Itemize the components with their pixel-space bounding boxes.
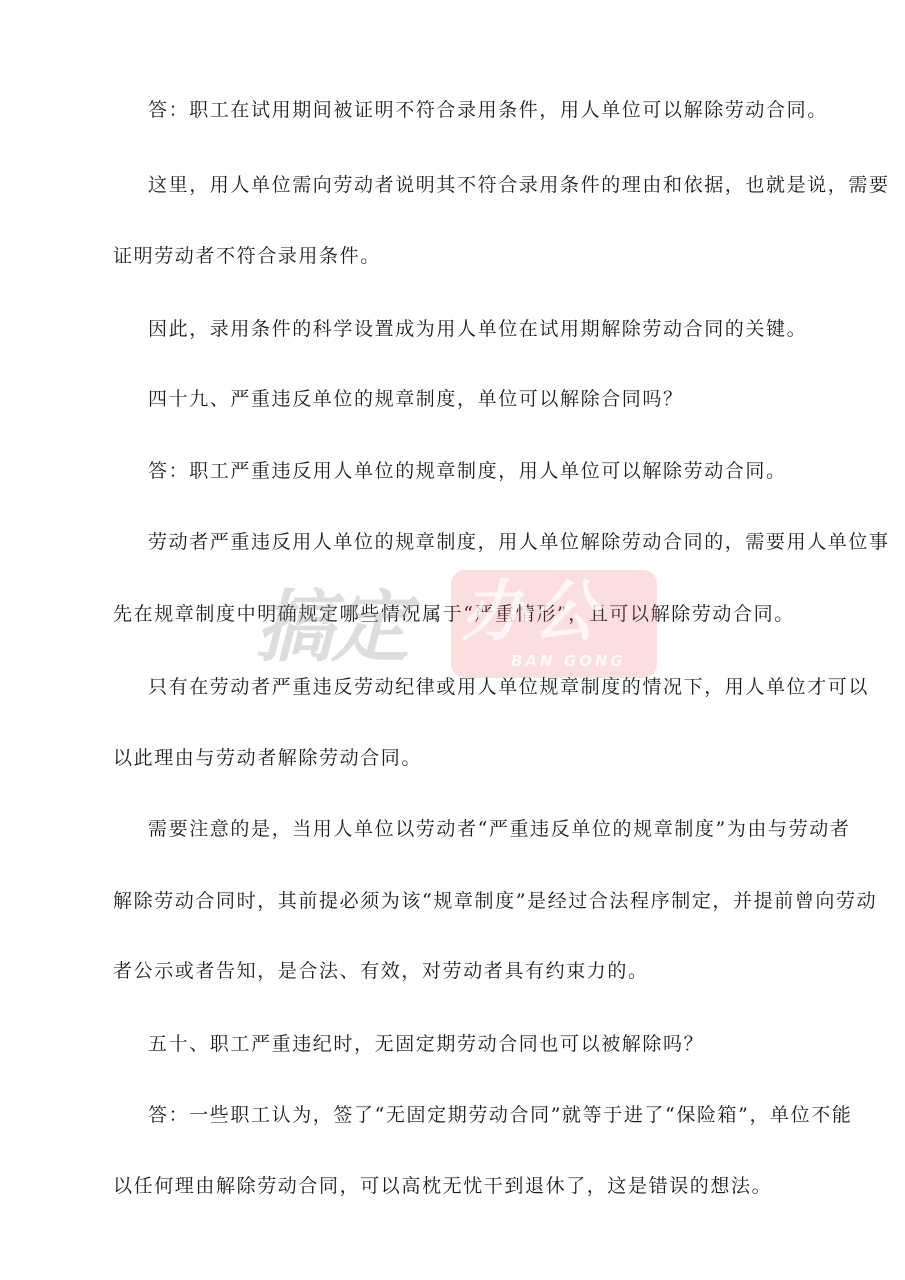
watermark-logo [255, 570, 665, 685]
paragraph-line: 答：职工严重违反用人单位的规章制度，用人单位可以解除劳动合同。 [148, 460, 787, 482]
paragraph-line: 答：职工在试用期间被证明不符合录用条件，用人单位可以解除劳动合同。 [148, 99, 828, 121]
paragraph-line: 只有在劳动者严重违反劳动纪律或用人单位规章制度的情况下，用人单位才可以 [148, 676, 870, 698]
question-heading: 四十九、严重违反单位的规章制度，单位可以解除合同吗？ [148, 388, 684, 410]
paragraph-line: 答：一些职工认为，签了“无固定期劳动合同”就等于进了“保险箱”，单位不能 [148, 1104, 853, 1126]
paragraph-line: 先在规章制度中明确规定哪些情况属于“严重情形”，且可以解除劳动合同。 [113, 603, 795, 625]
watermark-right-text: 办公 [461, 573, 601, 650]
paragraph-line: 解除劳动合同时，其前提必须为该“规章制度”是经过合法程序制定，并提前曾向劳动 [113, 890, 878, 912]
paragraph-line: 证明劳动者不符合录用条件。 [113, 245, 381, 267]
paragraph-line: 劳动者严重违反用人单位的规章制度，用人单位解除劳动合同的，需要用人单位事 [148, 531, 890, 553]
paragraph-line: 需要注意的是，当用人单位以劳动者“严重违反单位的规章制度”为由与劳动者 [148, 818, 851, 840]
paragraph-line: 因此，录用条件的科学设置成为用人单位在试用期解除劳动合同的关键。 [148, 318, 808, 340]
watermark-subtext: BAN GONG [511, 652, 626, 670]
paragraph-line: 以任何理由解除劳动合同，可以高枕无忧干到退休了，这是错误的想法。 [113, 1175, 773, 1197]
watermark-left-text: 搞定 [255, 583, 408, 673]
paragraph-line: 以此理由与劳动者解除劳动合同。 [113, 747, 423, 769]
paragraph-line: 这里，用人单位需向劳动者说明其不符合录用条件的理由和依据，也就是说，需要 [148, 174, 890, 196]
question-heading: 五十、职工严重违纪时，无固定期劳动合同也可以被解除吗？ [148, 1033, 705, 1055]
paragraph-line: 者公示或者告知，是合法、有效，对劳动者具有约束力的。 [113, 960, 649, 982]
